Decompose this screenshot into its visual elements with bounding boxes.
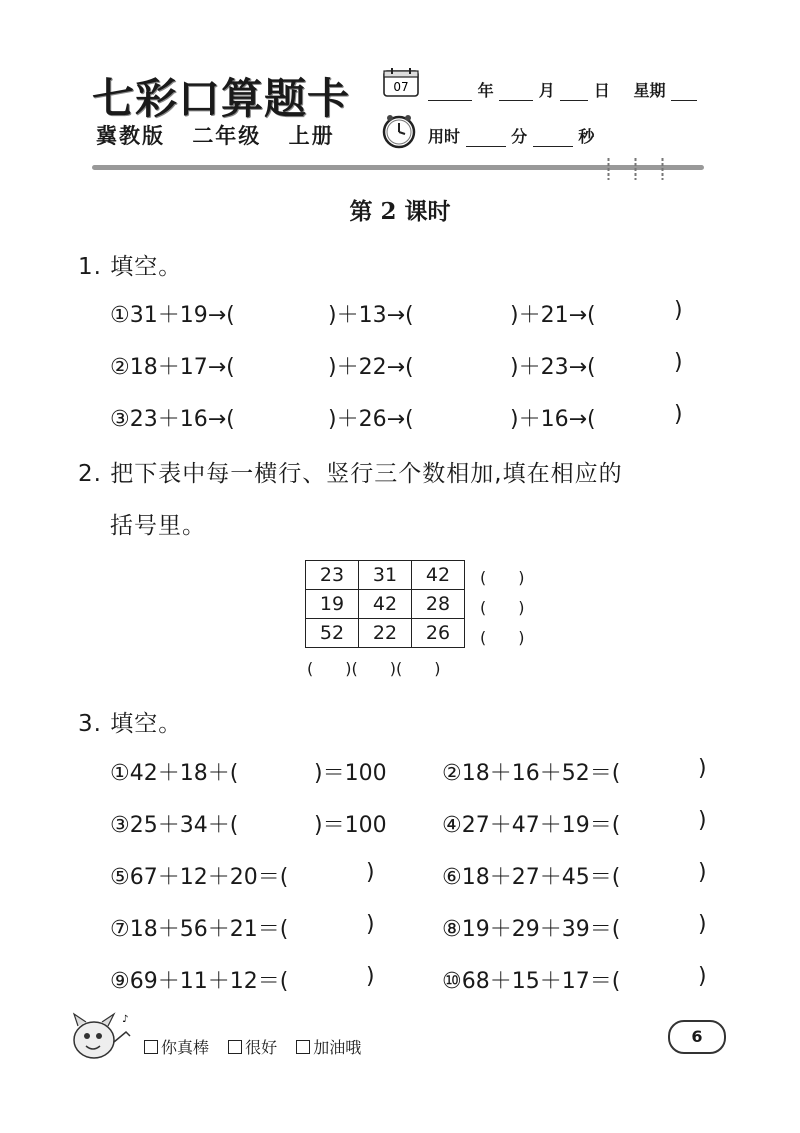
row-sum-blank[interactable]: ( ) [480,628,525,647]
badge-label: 加油哦 [313,1038,362,1057]
header-divider [92,165,704,170]
edition-volume: 上册 [288,124,335,148]
svg-text:♪: ♪ [122,1014,129,1025]
column-sum-blanks[interactable]: ( )( )( ) [307,659,441,678]
q3-item-blank[interactable]: ) [698,808,707,833]
grid-cell: 22 [359,619,412,648]
seconds-label: 秒 [578,127,595,146]
row-sum-blank[interactable]: ( ) [480,568,525,587]
q1-row2-seg[interactable]: )＋22→( [328,355,414,380]
year-blank[interactable] [428,84,472,101]
clock-icon [381,113,417,149]
calendar-icon [383,67,419,97]
edition-grade: 二年级 [192,124,262,148]
grid-cell: 42 [359,590,412,619]
grid-row [306,619,465,648]
badge-label: 很好 [245,1038,278,1057]
mascot-icon [64,1006,136,1066]
q2-title-line1: 2. 把下表中每一横行、竖行三个数相加,填在相应的 [78,461,623,487]
binder-ring [632,158,639,180]
q1-row1-seg[interactable]: ) [674,298,683,323]
q3-item: ④27＋47＋19＝( [442,813,621,838]
weekday-label: 星期 [633,81,666,100]
edition-line [96,120,353,150]
day-label: 日 [593,81,610,100]
q1-title: 1. 填空。 [78,254,183,280]
badge-label: 你真棒 [161,1038,210,1057]
q3-item-blank[interactable]: )＝100 [314,761,387,786]
grid-cell: 42 [412,561,465,590]
date-fields [428,78,697,101]
q3-row [110,964,710,992]
q1-row3-seg[interactable]: )＋16→( [510,407,596,432]
minutes-label: 分 [511,127,528,146]
binder-ring [605,158,612,180]
time-fields [428,124,594,147]
q3-item-blank[interactable]: ) [698,860,707,885]
edition-publisher: 冀教版 [96,124,165,148]
grid-cell: 23 [306,561,359,590]
brand-title: 七彩口算题卡 [92,74,351,123]
q1-row [110,298,710,326]
q1-row1-seg: ①31＋19→( [110,303,235,328]
q3-item: ⑧19＋29＋39＝( [442,917,621,942]
badge-keep-going[interactable] [296,1038,361,1057]
q3-item: ⑦18＋56＋21＝( [110,917,289,942]
grid-cell: 31 [359,561,412,590]
q3-item-blank[interactable]: )＝100 [314,813,387,838]
lesson-title: 第 2 课时 [349,198,451,225]
q3-item: ①42＋18＋( [110,761,239,786]
q3-item-blank[interactable]: ) [698,912,707,937]
q3-row [110,860,710,888]
checkbox-icon[interactable] [144,1040,158,1054]
page-number: 6 [668,1020,726,1054]
row-sum-blank[interactable]: ( ) [480,598,525,617]
rating-badges [144,1035,375,1058]
q3-item-blank[interactable]: ) [366,912,375,937]
q3-row [110,756,710,784]
year-label: 年 [477,81,494,100]
q1-row [110,350,710,378]
grid-cell: 19 [306,590,359,619]
grid-cell: 28 [412,590,465,619]
q1-row3-seg[interactable]: ) [674,402,683,427]
grid-cell: 52 [306,619,359,648]
q3-item: ⑩68＋15＋17＝( [442,969,621,994]
q3-item-blank[interactable]: ) [366,860,375,885]
time-used-label: 用时 [428,127,461,146]
q3-item: ⑤67＋12＋20＝( [110,865,289,890]
q1-row2-seg[interactable]: ) [674,350,683,375]
q3-item: ②18＋16＋52＝( [442,761,621,786]
q3-item-blank[interactable]: ) [698,756,707,781]
checkbox-icon[interactable] [228,1040,242,1054]
q3-item: ⑥18＋27＋45＝( [442,865,621,890]
q2-title-line2: 括号里。 [110,513,206,539]
day-blank[interactable] [560,84,588,101]
q3-row [110,912,710,940]
q1-row1-seg[interactable]: )＋13→( [328,303,414,328]
q1-row3-seg: ③23＋16→( [110,407,235,432]
q3-row [110,808,710,836]
binder-ring [659,158,666,180]
q3-item: ③25＋34＋( [110,813,239,838]
sum-grid [305,560,465,648]
calendar-number: 07 [393,80,409,94]
minutes-blank[interactable] [466,130,506,147]
q1-row3-seg[interactable]: )＋26→( [328,407,414,432]
q1-row2-seg: ②18＋17→( [110,355,235,380]
badge-good[interactable] [228,1038,277,1057]
q3-item-blank[interactable]: ) [698,964,707,989]
month-label: 月 [538,81,555,100]
month-blank[interactable] [499,84,533,101]
grid-row [306,590,465,619]
grid-cell: 26 [412,619,465,648]
q1-row1-seg[interactable]: )＋21→( [510,303,596,328]
q1-row2-seg[interactable]: )＋23→( [510,355,596,380]
grid-row [306,561,465,590]
q1-row [110,402,710,430]
q3-item: ⑨69＋11＋12＝( [110,969,289,994]
weekday-blank[interactable] [671,84,697,101]
seconds-blank[interactable] [533,130,573,147]
q3-title: 3. 填空。 [78,711,183,737]
q3-item-blank[interactable]: ) [366,964,375,989]
checkbox-icon[interactable] [296,1040,310,1054]
badge-great[interactable] [144,1038,209,1057]
